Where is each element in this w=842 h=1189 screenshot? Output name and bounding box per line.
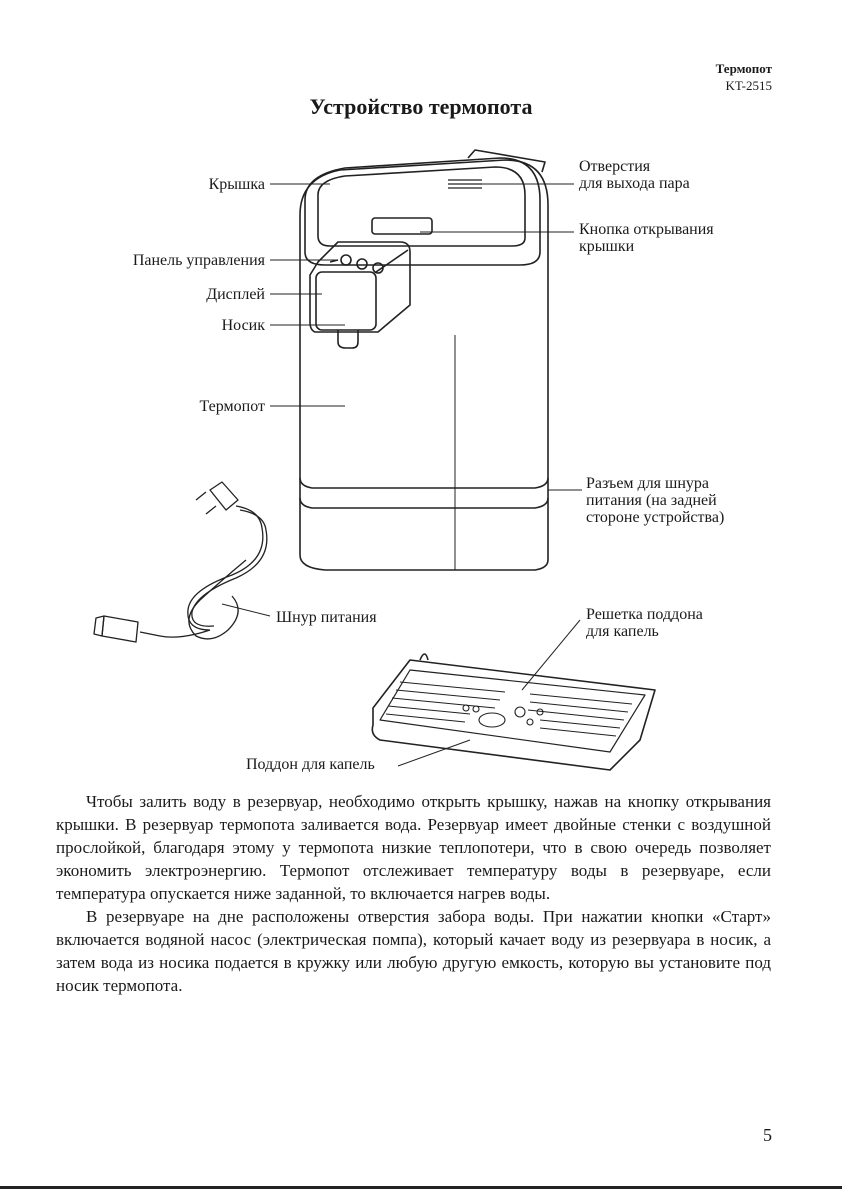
body-text	[56, 790, 771, 997]
header-product: Термопот	[715, 61, 772, 76]
display	[316, 272, 376, 330]
paragraph-2: В резервуаре на дне расположены отверстия забора воды. При нажатии кнопки «Старт» включается водяной насос (электрическая помпа), который качает воду из резервуара в носик, а затем вода из носика подается в кружку или любую другую емкость, которую вы установите под носик термопота.	[56, 907, 771, 995]
label-drip-grid: Решетка поддона для капель	[586, 606, 703, 640]
label-power-cord: Шнур питания	[276, 609, 377, 626]
label-display: Дисплей	[206, 286, 265, 303]
power-cord	[94, 482, 267, 642]
lid	[305, 158, 540, 265]
page-number: 5	[763, 1125, 772, 1145]
panel-button-2	[357, 259, 367, 269]
label-power-socket: Разъем для шнура питания (на задней стороне устройства)	[586, 475, 725, 526]
header-model: KT-2515	[725, 78, 772, 93]
label-lid-button: Кнопка открывания крышки	[579, 221, 714, 255]
label-body: Термопот	[199, 398, 265, 415]
label-drip-tray: Поддон для капель	[246, 756, 375, 773]
panel-button-1	[341, 255, 351, 265]
control-panel	[310, 242, 410, 332]
label-control-panel: Панель управления	[132, 252, 265, 269]
paragraph-1: Чтобы залить воду в резервуар, необходимо открыть крышку, нажав на кнопку открывания крышки. В резервуар термопота заливается вода. Резервуар имеет двойные стенки с воздушной прослойкой, благодаря этому у термопота низкие теплопотери, что в свою очередь позволяет экономить электроэнергию. Термопот отслеживает температуру воды в резервуаре, если температура опускается ниже заданной, то включается нагрев воды.	[56, 792, 771, 903]
page-title: Устройство термопота	[309, 94, 533, 119]
label-steam-vents: Отверстия для выхода пара	[579, 158, 690, 192]
drip-tray	[372, 660, 655, 770]
label-lid: Крышка	[208, 176, 265, 193]
label-spout: Носик	[221, 317, 265, 334]
